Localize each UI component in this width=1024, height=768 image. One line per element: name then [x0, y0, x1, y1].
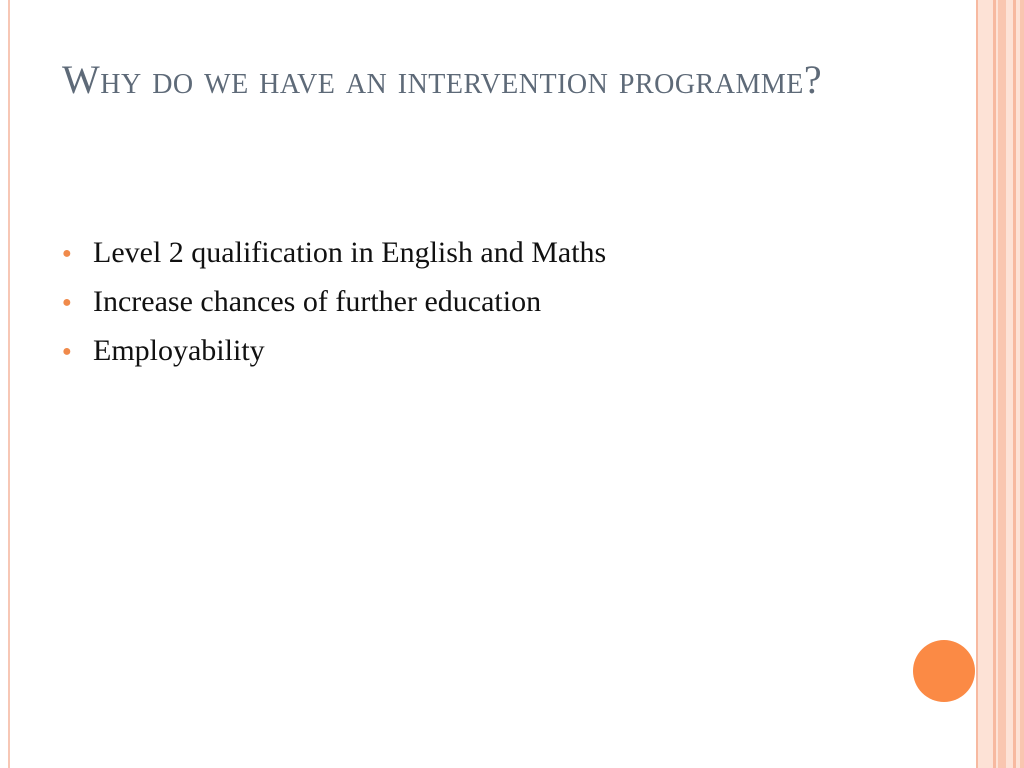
border-stripe — [998, 0, 1006, 768]
bullet-list — [62, 236, 922, 383]
list-item — [62, 334, 922, 383]
border-stripe — [1020, 0, 1024, 768]
bullet-text: Level 2 qualification in English and Maths — [93, 236, 607, 269]
bullet-text: Employability — [93, 334, 265, 367]
list-item — [62, 285, 922, 334]
border-stripe — [976, 0, 978, 768]
bullet-icon: ● — [62, 343, 72, 360]
border-stripe — [1013, 0, 1016, 768]
bullet-icon: ● — [62, 294, 72, 311]
left-accent-line — [8, 0, 10, 768]
list-item — [62, 236, 922, 285]
border-stripe — [993, 0, 996, 768]
bullet-icon: ● — [62, 245, 72, 262]
slide-title: Why do we have an intervention programme? — [62, 57, 823, 102]
accent-circle-icon — [913, 640, 975, 702]
bullet-text: Increase chances of further education — [93, 285, 542, 318]
